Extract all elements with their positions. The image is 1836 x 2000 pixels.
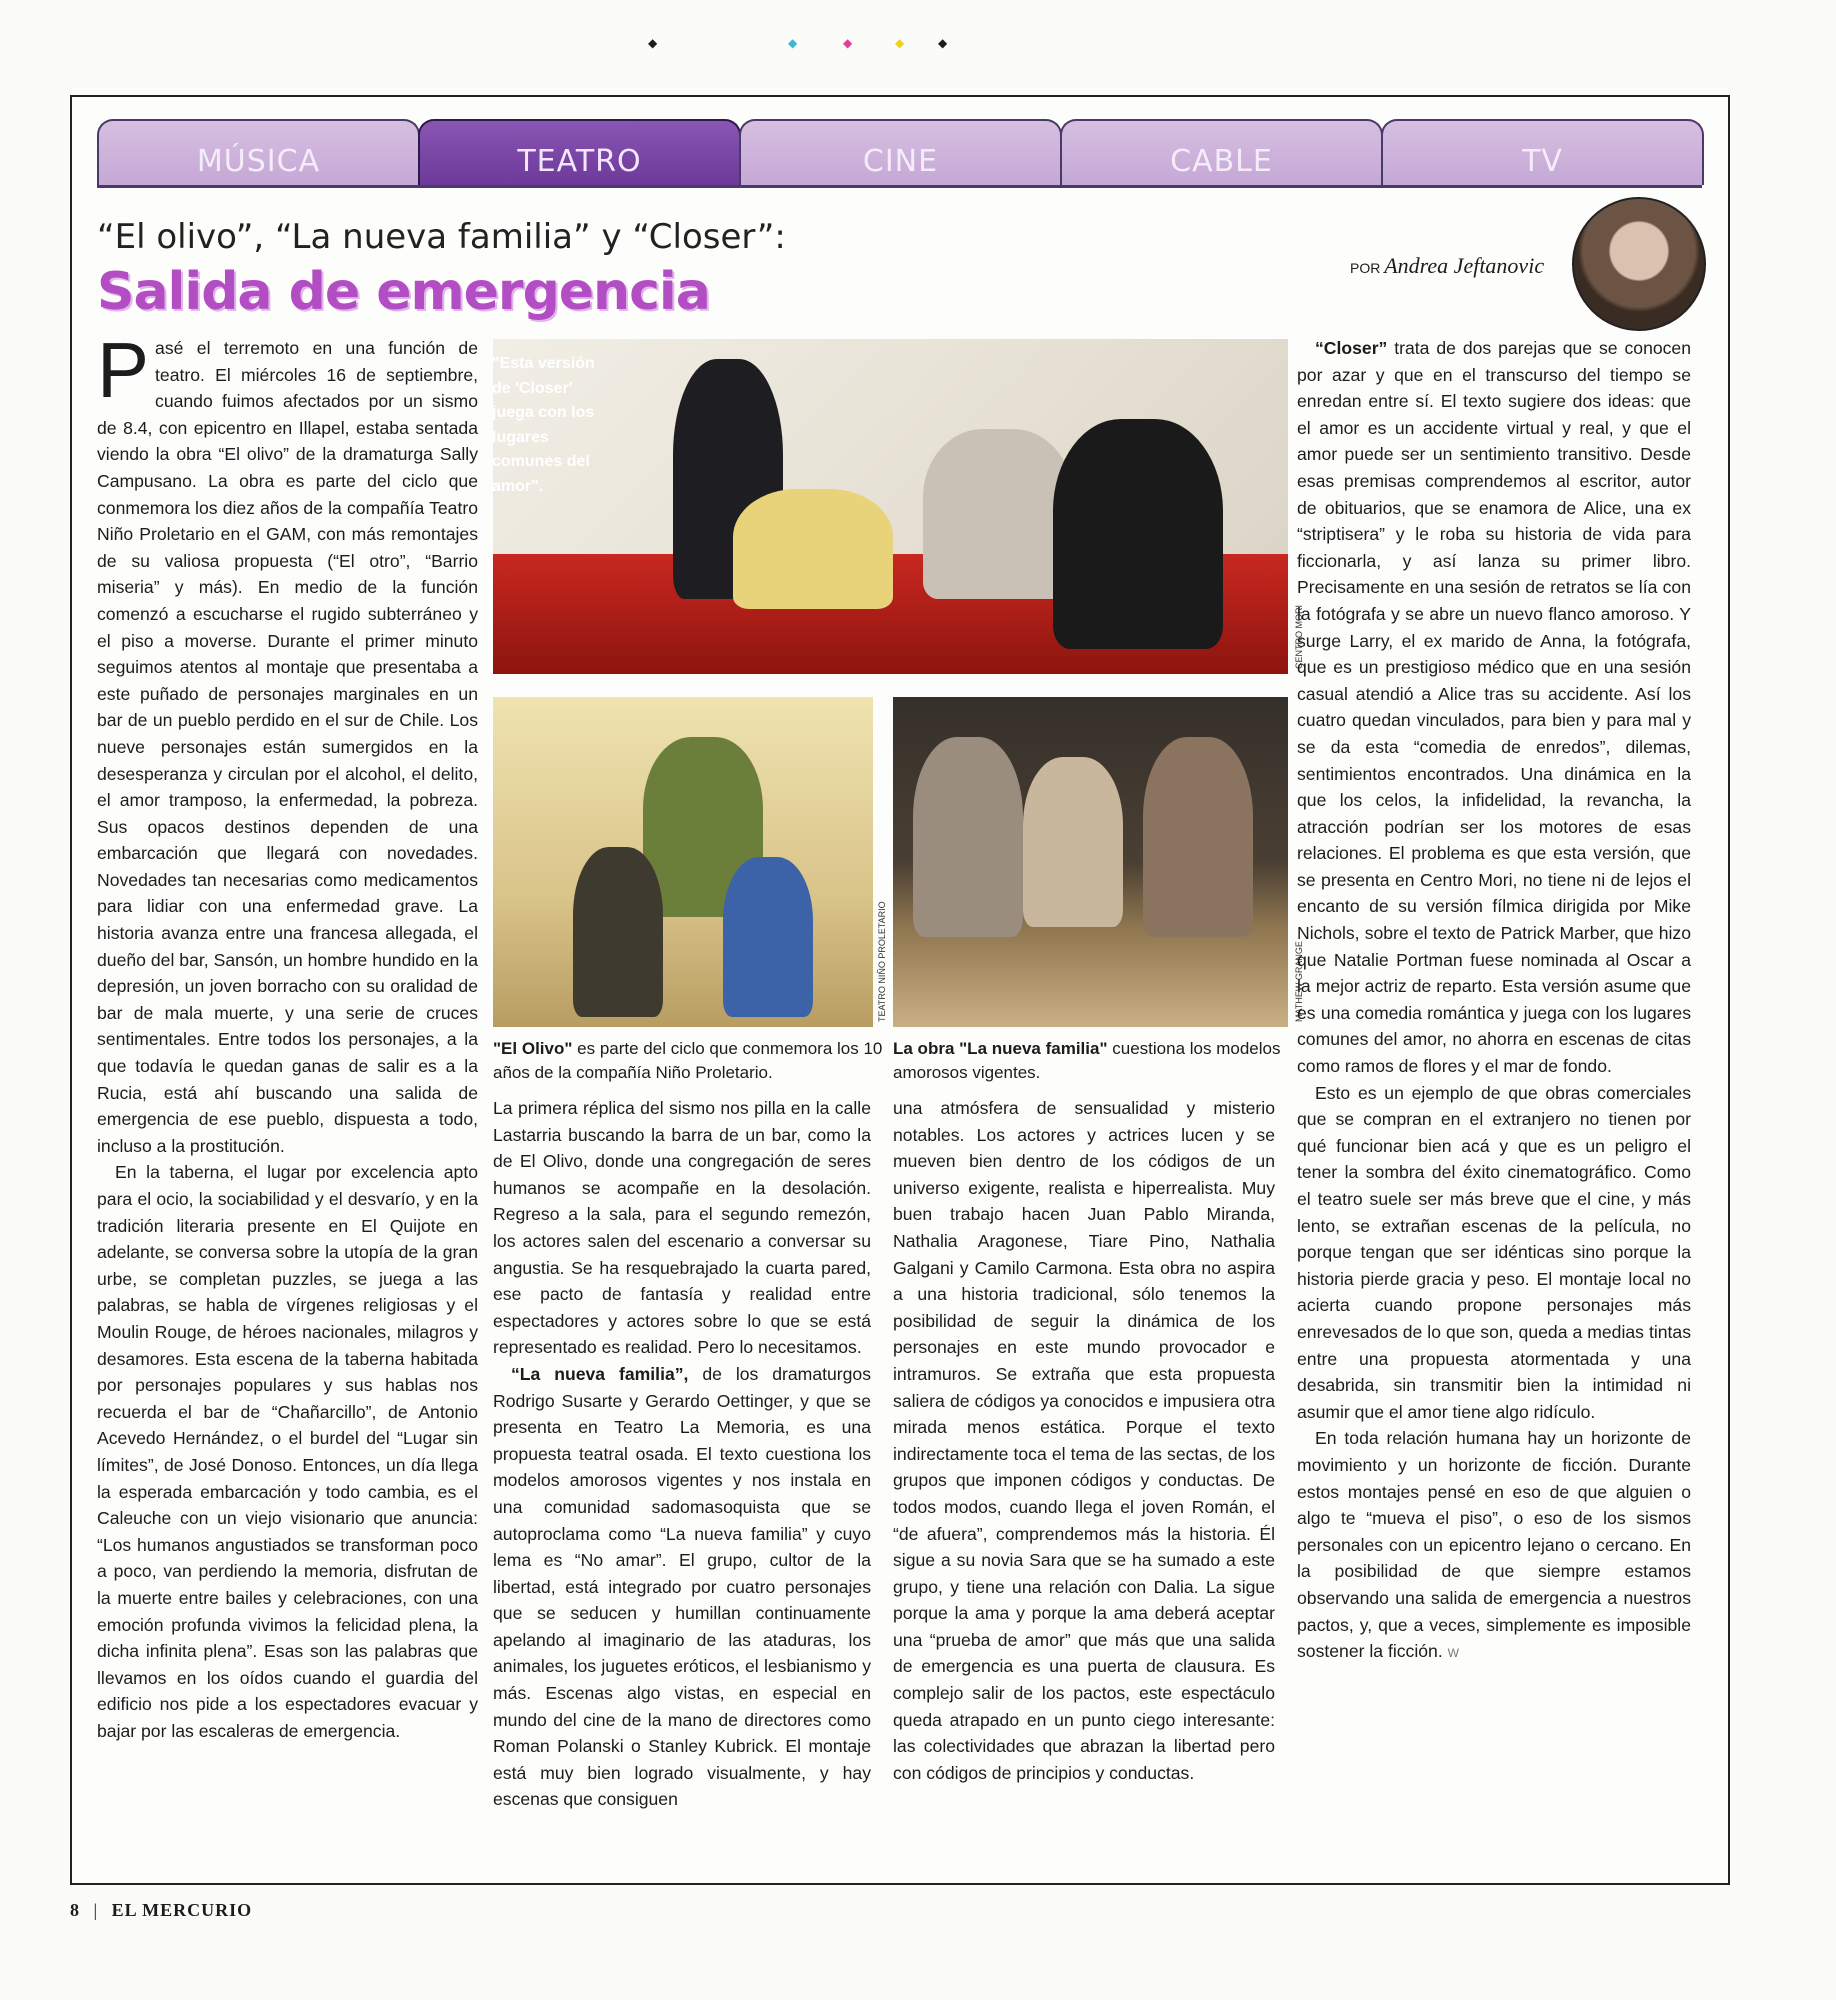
section-tabs: [97, 119, 1702, 185]
body-paragraph: En toda relación humana hay un horizonte de movimiento y un horizonte de ficción. Durante estos montajes pensé en eso de que alguien o algo te “mueva el piso”, o eso de los sismos personales con un epicentro lejano o cercano. En la posibilidad de que siempre estamos observando una salida de emergencia a nuestros pactos, y, que a veces, simplemente es imposible sostener la ficción. W: [1297, 1428, 1691, 1662]
actor-figure: [723, 857, 813, 1017]
body-column-1: [97, 326, 478, 1744]
registration-mark: ◆: [895, 36, 905, 50]
page-footer: [70, 1900, 252, 1921]
footer-divider: |: [93, 1900, 99, 1920]
tab-tv[interactable]: TV: [1381, 119, 1704, 185]
actor-figure: [923, 429, 1073, 599]
article-kicker: “El olivo”, “La nueva familia” y “Closer”:: [97, 217, 786, 257]
article-frame: [70, 95, 1730, 1885]
body-column-3: [893, 1095, 1275, 1786]
registration-mark: ◆: [648, 36, 658, 50]
end-mark: W: [1447, 1646, 1459, 1661]
body-paragraph: Pasé el terremoto en una función de teatro. El miércoles 16 de septiembre, cuando fuimos afectados por un sismo de 8.4, con epicentro en Illapel, estaba sentada viendo la obra “El olivo” de la dramaturga Sally Campusano. La obra es parte del ciclo que conmemora los diez años de la compañía Teatro Niño Proletario en el GAM, con más remontajes de su valiosa propuesta (“El otro”, “Barrio miseria” y más). En medio de la función comenzó a escucharse el rugido subterráneo y el piso a moverse. Durante el primer minuto seguimos atentos al montaje que presentaba a este puñado de personajes marginales en un bar de un pueblo perdido en el sur de Chile. Los nueve personajes están sumergidos en la desesperanza y circulan por el alcohol, el delito, el amor tramposo, la enfermedad, la pobreza. Sus opacos destinos dependen de una embarcación que llegará con novedades. Novedades tan necesarias como medicamentos para lidiar con una enfermedad grave. La historia avanza entre una francesa allegada, el dueño del bar, Sansón, un hombre hundido en la depresión, un joven borracho con su oralidad de bar de mala muerte, y una serie de cruces sentimentales. Entre todos los personajes, a la que todavía le quedan ganas de salir es a la Rucia, está ahí buscando una salida de emergencia de ese pueblo, dispuesta a todo, incluso a la prostitución.: [97, 326, 478, 1156]
byline-prefix: POR: [1350, 260, 1381, 276]
actor-figure: [1143, 737, 1253, 937]
body-paragraph: una atmósfera de sensualidad y misterio notables. Los actores y actrices lucen y se mueven bien dentro de los códigos de un universo exigente, realista e hiperrealista. Muy buen trabajo hacen Juan Pablo Miranda, Nathalia Aragonese, Tiare Pino, Nathalia Galgani y Camilo Carmona. Esta obra no aspira a una historia tradicional, sólo tenemos la posibilidad de seguir la dinámica de los personajes en este mundo provocador e intramuros. Se extraña que esta propuesta saliera de códigos ya conocidos e impusiera otra mirada menos estática. Porque el texto indirectamente toca el tema de las sectas, de los grupos que imponen códigos y conductas. De todos modos, cuando llega el joven Román, el “de afuera”, comprendemos más la historia. Él sigue a su novia Sara que se ha sumado a este grupo, y tiene una relación con Dalia. La sigue porque la ama y porque la ama deberá aceptar una “prueba de amor” que más que una salida de emergencia es una puerta de clausura. Es complejo salir de los pactos, este espectáculo queda atrapado en un punto ciego interesante: las colectividades que abrazan la libertad pero con códigos de principios y conductas.: [893, 1098, 1275, 1783]
actor-figure: [1053, 419, 1223, 649]
author-name: Andrea Jeftanovic: [1384, 253, 1545, 278]
tab-cable[interactable]: CABLE: [1060, 119, 1383, 185]
page-number: 8: [70, 1900, 80, 1920]
byline: [1350, 253, 1544, 279]
actor-figure: [573, 847, 663, 1017]
photo-credit-main: CENTRO MORI: [1294, 605, 1304, 669]
body-column-2: [493, 1095, 871, 1813]
body-column-4: [1297, 335, 1691, 1667]
author-avatar: [1572, 197, 1706, 331]
body-paragraph: “La nueva familia”, de los dramaturgos Rodrigo Susarte y Gerardo Oettinger, y que se presenta en Teatro La Memoria, es una propuesta teatral osada. El texto cuestiona los modelos amorosos vigentes y nos instala en una comunidad sadomasoquista que se autoproclama como “La nueva familia” y cuyo lema es “No amar”. El grupo, cultor de la libertad, está integrado por cuatro personajes que se seducen y humillan continuamente apelando al imaginario de las ataduras, los animales, los juguetes eróticos, el lesbianismo y más. Escenas algo vistas, en especial en mundo del cine de la mano de directores como Roman Polanski o Stanley Kubrick. El montaje está muy bien logrado visualmente, y hay escenas que consiguen: [493, 1363, 872, 1810]
publication-name: EL MERCURIO: [111, 1900, 253, 1920]
registration-mark: ◆: [938, 36, 948, 50]
nueva-familia-photo: [893, 697, 1288, 1027]
caption-nueva-familia: La obra "La nueva familia" cuestiona los modelos amorosos vigentes.: [893, 1039, 1281, 1082]
drop-cap: P: [97, 326, 150, 414]
registration-mark: ◆: [788, 36, 798, 50]
closer-photo: [493, 339, 1288, 674]
photo-credit-right: MATHEW GRANGE: [1294, 941, 1304, 1022]
actor-figure: [1023, 757, 1123, 927]
registration-mark: ◆: [843, 36, 853, 50]
article-headline: Salida de emergencia: [97, 262, 710, 322]
el-olivo-photo: [493, 697, 873, 1027]
caption-el-olivo: "El Olivo" es parte del ciclo que conmemora los 10 años de la compañía Niño Proletario.: [493, 1039, 883, 1082]
photo-credit-left: TEATRO NIÑO PROLETARIO: [877, 901, 887, 1022]
body-paragraph: “Closer” trata de dos parejas que se conocen por azar y que en el transcurso del tiempo se enredan entre sí. El texto sugiere dos ideas: que el amor es un accidente virtual y real, y que el amor puede ser un sentimiento transitivo. Desde esas premisas comprendemos al escritor, autor de obituarios, que se enamora de Alice, una ex “striptisera” y le roba su historia de vida para ficcionarla, y así lanza su primer libro. Precisamente en una sesión de retratos se lía con la fotógrafa y se abre un nuevo flanco amoroso. Y surge Larry, el ex marido de Anna, la fotógrafa, que es un prestigioso médico que en una sesión casual atendió a Alice tras su accidente. Así los cuatro quedan vinculados, para bien y para mal y se da esta “comedia de enredos”, dilemas, sentimientos encontrados. Una dinámica en la que los celos, la infidelidad, la revancha, la atracción podrían ser los motores de esas relaciones. El problema es que esta versión, que se presenta en Centro Mori, no tiene ni de lejos el encanto de su versión fílmica dirigida por Mike Nichols, sobre el texto de Patrick Marber, que hizo que Natalie Portman fuese nominada al Oscar a la mejor actriz de reparto. Esta versión asume que es una comedia romántica y juega con los lugares comunes del amor, no ahorra en escenas de citas como ramos de flores y el mar de fondo.: [1297, 338, 1691, 1077]
tab-cine[interactable]: CINE: [739, 119, 1062, 185]
actor-figure: [913, 737, 1023, 937]
tab-musica[interactable]: MÚSICA: [97, 119, 420, 185]
body-paragraph: Esto es un ejemplo de que obras comerciales que se compran en el extranjero no tienen por qué funcionar bien acá y que es un peligro el tener la sombra del éxito cinematográfico. Como el teatro suele ser más breve que el cine, y más lento, se extrañan escenas de la película, no porque tengan que ser idénticas sino porque la historia pierde gracia y peso. El montaje local no acierta cuando propone personajes más enrevesados de lo que son, queda a medias tintas entre una propuesta atormentada y una desabrida, sin transmitir bien la intimidad ni asumir que el amor tiene algo ridículo.: [1297, 1082, 1691, 1422]
tab-teatro[interactable]: TEATRO: [418, 119, 741, 185]
body-paragraph: La primera réplica del sismo nos pilla en la calle Lastarria buscando la barra de un bar, como la de El Olivo, donde una congregación de seres humanos se acompañe en la desolación. Regreso a la sala, para el segundo remezón, los actores salen del escenario a conversar su angustia. Se ha resquebrajado la cuarta pared, ese pacto de fantasía y realidad entre espectadores y actores sobre lo que se está representado es realidad. Pero lo necesitamos.: [493, 1098, 871, 1358]
body-paragraph: En la taberna, el lugar por excelencia apto para el ocio, la sociabilidad y el desvarío, y en la tradición literaria presente en El Quijote en adelante, se conversa sobre la utopía de la gran urbe, se completan puzzles, se juega a las palabras, se habla de vírgenes religiosas y el Moulin Rouge, de héroes nacionales, milagros y desamores. Esta escena de la taberna habitada por personajes populares y sus hablas nos recuerda el bar de “Chañarcillo”, de Antonio Acevedo Hernández, o el burdel del “Lugar sin límites”, de José Donoso. Entonces, un día llega la esperada embarcación y todo cambia, es el Caleuche con un viejo visionario que anuncia: “Los humanos angustiados se transforman poco a poco, van perdiendo la memoria, disfrutan de la muerte entre bailes y celebraciones, con una emoción profunda vivimos la felicidad plena, la dicha infinita plena”. Esas son las palabras que llevamos en los oídos cuando el guardia del edificio nos pide a los espectadores evacuar y bajar por las escaleras de emergencia.: [97, 1162, 478, 1741]
pull-quote: "Esta versión de 'Closer' juega con los lugares comunes del amor".: [492, 355, 595, 495]
actor-figure: [733, 489, 893, 609]
tab-underline: [97, 185, 1702, 188]
